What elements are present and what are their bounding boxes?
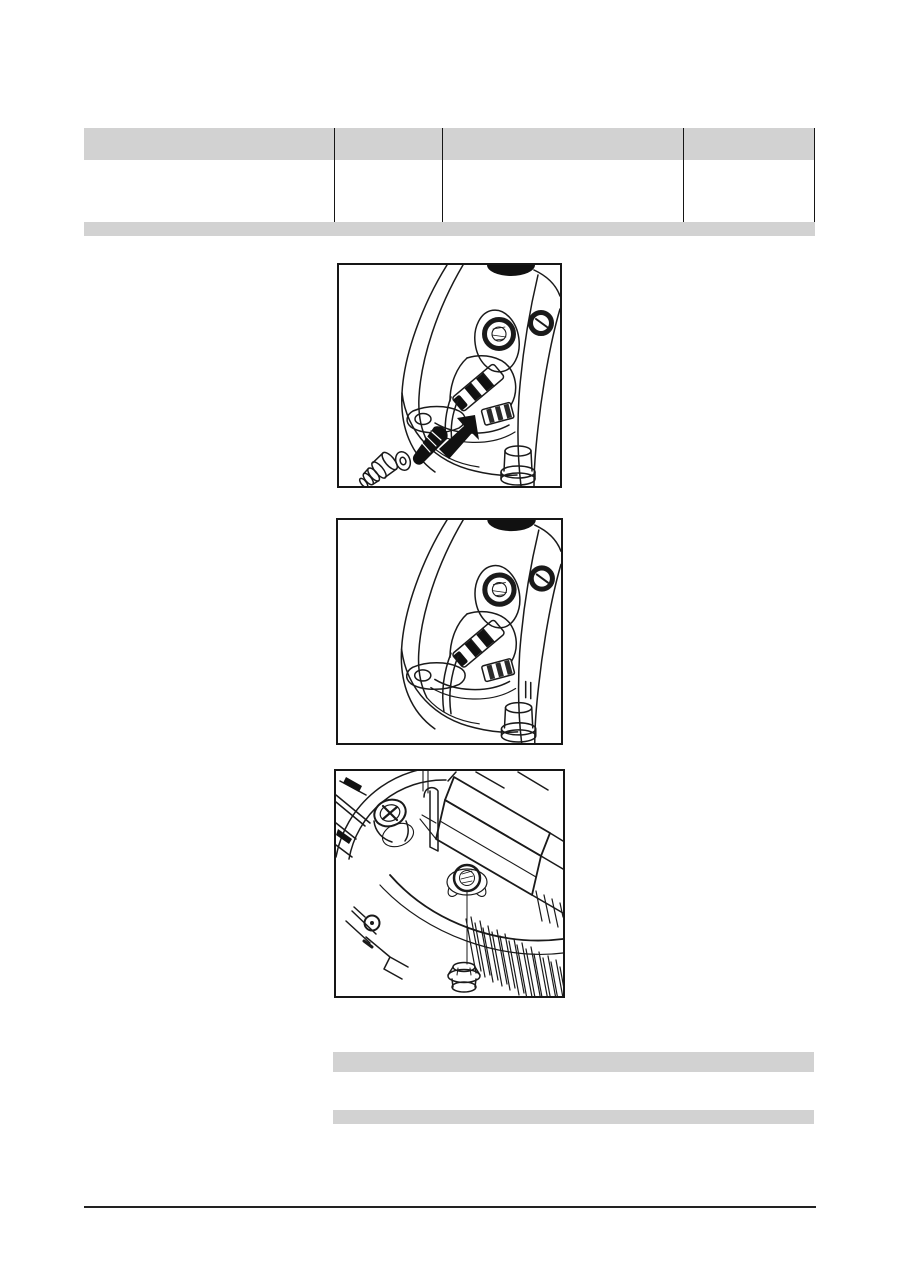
table-row xyxy=(84,160,815,222)
figure-pump-port-assembled xyxy=(336,518,563,745)
table-header-row xyxy=(84,128,815,160)
table-header-cell xyxy=(335,128,443,160)
parts-table xyxy=(84,128,815,222)
table-header-cell xyxy=(443,128,684,160)
pump-assembled-illustration xyxy=(338,520,561,743)
footer-rule xyxy=(84,1206,816,1208)
figure-pump-underside-drain xyxy=(334,769,565,998)
table-header-cell xyxy=(84,128,335,160)
note-bar xyxy=(333,1110,814,1124)
table-cell xyxy=(443,160,684,222)
note-bar xyxy=(333,1052,814,1072)
figure-pump-port-exploded xyxy=(337,263,562,488)
table-header-cell xyxy=(684,128,815,160)
table-cell xyxy=(84,160,335,222)
pump-underside-illustration xyxy=(336,771,563,996)
table-cell xyxy=(335,160,443,222)
section-divider-bar xyxy=(84,222,815,236)
pump-exploded-illustration xyxy=(339,265,560,486)
table-cell xyxy=(684,160,815,222)
